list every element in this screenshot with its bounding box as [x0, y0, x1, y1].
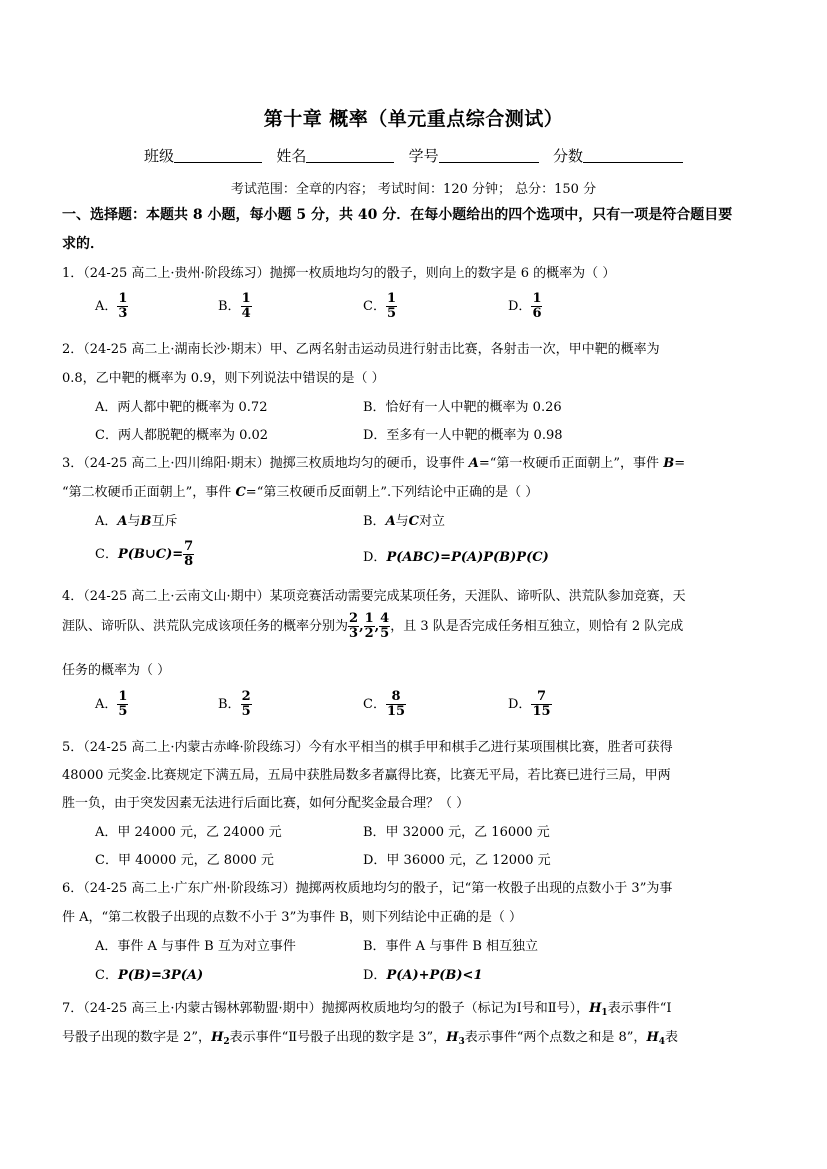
option-label: A． — [95, 514, 118, 529]
name-blank[interactable] — [306, 148, 394, 163]
numerator: 2 — [241, 689, 251, 704]
fraction — [531, 292, 542, 321]
q4-option-a[interactable] — [95, 690, 128, 719]
option-label: B． — [218, 697, 241, 712]
q3-option-d[interactable] — [363, 546, 549, 565]
q4-stem-line1: 4．（24-25 高二上·云南文山·期中）某项竞赛活动需要完成某项任务，天涯队、谛听队、洪荒队参加竞赛，天 — [62, 589, 686, 604]
math: A — [117, 514, 128, 529]
event-a: A — [468, 456, 479, 471]
separator: , — [359, 619, 364, 634]
q3-stem-line2 — [62, 481, 538, 500]
q7-stem-line1 — [62, 997, 671, 1018]
class-blank[interactable] — [174, 148, 262, 163]
q2-stem-line2: 0.8，乙中靶的概率为 0.9，则下列说法中错误的是（ ） — [62, 371, 385, 386]
section-heading-line1: 一、选择题：本题共 8 小题，每小题 5 分，共 40 分．在每小题给出的四个选项中，只有一项是符合题目要 — [62, 207, 733, 223]
q1-option-a[interactable] — [95, 292, 128, 321]
numerator: 1 — [386, 291, 396, 306]
denominator: 15 — [532, 704, 551, 719]
q1-stem: 1．（24-25 高二上·贵州·阶段练习）抛掷一枚质地均匀的骰子，则向上的数字是 6 的概率为（ ） — [62, 266, 616, 281]
option-label: D． — [508, 299, 532, 314]
id-label: 学号 — [408, 147, 439, 165]
text: =“第三枚硬币反面朝上”.下列结论中正确的是（ ） — [245, 485, 539, 500]
q2-option-d[interactable]: D．至多有一人中靶的概率为 0.98 — [363, 428, 563, 443]
denominator: 5 — [118, 704, 128, 719]
text: = — [674, 456, 686, 471]
fraction — [117, 690, 128, 719]
q6-stem-line1: 6．（24-25 高二上·广东广州·阶段练习）抛掷两枚质地均匀的骰子，记“第一枚骰子出现的点数小于 3”为事 — [62, 881, 673, 896]
math: P(A)+P(B)<1 — [386, 968, 483, 983]
text: “第二枚硬币正面朝上”，事件 — [62, 485, 236, 500]
subscript: 3 — [458, 1037, 465, 1047]
q6-option-c[interactable] — [95, 964, 203, 983]
denominator: 2 — [364, 626, 374, 641]
event-c: C — [235, 485, 246, 500]
subscript: 2 — [223, 1037, 230, 1047]
q5-stem-line2: 48000 元奖金.比赛规定下满五局，五局中获胜局数多者赢得比赛，比赛无平局，若比赛已进行三局，甲两 — [62, 768, 671, 783]
name-label: 姓名 — [276, 147, 307, 165]
page-title: 第十章 概率（单元重点综合测试） — [263, 108, 564, 130]
math: P(ABC)=P(A)P(B)P(C) — [386, 550, 549, 565]
section-heading-line2: 求的． — [62, 236, 104, 252]
q5-option-b[interactable]: B．甲 32000 元，乙 16000 元 — [363, 825, 550, 840]
q4-stem-line2 — [62, 612, 683, 641]
text: 涯队、谛听队、洪荒队完成该项任务的概率分别为 — [62, 619, 349, 634]
fraction — [241, 292, 252, 321]
student-info-row — [0, 145, 827, 166]
denominator: 5 — [241, 704, 251, 719]
text: 表 — [665, 1030, 679, 1045]
q5-stem-line1: 5．（24-25 高二上·内蒙古赤峰·阶段练习）今有水平相当的棋手甲和棋手乙进行某项围棋比赛，胜者可获得 — [62, 740, 673, 755]
q6-option-d[interactable] — [363, 964, 483, 983]
option-label: C． — [95, 968, 118, 983]
numerator: 7 — [184, 539, 194, 554]
option-label: C． — [95, 547, 118, 562]
q5-option-a[interactable]: A．甲 24000 元，乙 24000 元 — [95, 825, 282, 840]
event-h: H — [646, 1030, 659, 1045]
text: ，且 3 队是否完成任务相互独立，则恰有 2 队完成 — [390, 619, 684, 634]
numerator: 1 — [241, 291, 251, 306]
option-label: C． — [363, 299, 386, 314]
denominator: 3 — [349, 626, 359, 641]
q5-option-c[interactable]: C．甲 40000 元，乙 8000 元 — [95, 853, 274, 868]
numerator: 1 — [364, 611, 374, 626]
q3-stem-line1 — [62, 452, 685, 471]
denominator: 15 — [386, 704, 406, 719]
q4-option-b[interactable] — [218, 690, 252, 719]
q2-option-c[interactable]: C．两人都脱靶的概率为 0.02 — [95, 428, 269, 443]
score-blank[interactable] — [583, 148, 683, 163]
event-h: H — [446, 1030, 459, 1045]
fraction — [379, 612, 390, 641]
q5-stem-line3: 胜一负，由于突发因素无法进行后面比赛，如何分配奖金最合理？（ ） — [62, 796, 470, 811]
text: 3．（24-25 高二上·四川绵阳·期末）抛掷三枚质地均匀的硬币，设事件 — [62, 456, 469, 471]
numerator: 1 — [532, 291, 542, 306]
fraction — [241, 690, 252, 719]
option-label: A． — [95, 299, 118, 314]
denominator: 8 — [184, 554, 194, 569]
q6-option-a[interactable]: A．事件 A 与事件 B 互为对立事件 — [95, 939, 296, 954]
text: =“第一枚硬币正面朝上”，事件 — [478, 456, 664, 471]
text: 与 — [127, 514, 141, 529]
q3-option-c[interactable] — [95, 540, 194, 569]
q1-option-d[interactable] — [508, 292, 542, 321]
q2-option-a[interactable]: A．两人都中靶的概率为 0.72 — [95, 400, 268, 415]
numerator: 1 — [118, 689, 128, 704]
denominator: 3 — [118, 306, 128, 321]
numerator: 8 — [386, 690, 406, 705]
text: 表示事件“Ⅱ号骰子出现的数字是 3”， — [229, 1030, 447, 1045]
score-label: 分数 — [552, 147, 583, 165]
math: P(B)=3P(A) — [117, 968, 204, 983]
fraction — [386, 690, 406, 719]
q4-option-c[interactable] — [363, 690, 406, 719]
q5-option-d[interactable]: D．甲 36000 元，乙 12000 元 — [363, 853, 551, 868]
numerator: 7 — [531, 690, 551, 705]
q3-option-b[interactable] — [363, 510, 445, 529]
denominator: 5 — [386, 306, 396, 321]
denominator: 4 — [241, 306, 251, 321]
separator: , — [374, 619, 380, 634]
text: 与 — [395, 514, 409, 529]
q6-option-b[interactable]: B．事件 A 与事件 B 相互独立 — [363, 939, 539, 954]
text: 表示事件“Ⅰ — [607, 1001, 672, 1016]
option-label: D． — [508, 697, 532, 712]
class-label: 班级 — [144, 147, 175, 165]
math: P(B∪C)= — [117, 547, 184, 562]
fraction — [117, 292, 128, 321]
fraction — [386, 292, 397, 321]
exam-meta: 考试范围：全章的内容； 考试时间：120 分钟； 总分：150 分 — [230, 182, 597, 197]
q2-stem-line1: 2．（24-25 高二上·湖南长沙·期末）甲、乙两名射击运动员进行射击比赛，各射击一次，甲中靶的概率为 — [62, 342, 660, 357]
numerator: 2 — [349, 611, 359, 626]
text: 对立 — [419, 514, 446, 529]
text: 号骰子出现的数字是 2”， — [62, 1030, 212, 1045]
q3-option-a[interactable] — [95, 510, 178, 529]
option-label: B． — [218, 299, 241, 314]
subscript: 4 — [658, 1037, 665, 1047]
q6-stem-line2: 件 A，“第二枚骰子出现的点数不小于 3”为事件 B，则下列结论中正确的是（ ） — [62, 910, 523, 925]
fraction — [531, 690, 551, 719]
subscript: 1 — [601, 1008, 608, 1018]
q2-option-b[interactable]: B．恰好有一人中靶的概率为 0.26 — [363, 400, 562, 415]
q4-stem-line3: 任务的概率为（ ） — [62, 663, 171, 678]
math: B — [140, 514, 152, 529]
denominator: 5 — [380, 626, 390, 641]
option-label: B． — [363, 514, 386, 529]
event-h: H — [211, 1030, 224, 1045]
text: 表示事件“两个点数之和是 8”， — [464, 1030, 647, 1045]
math: C — [408, 514, 420, 529]
fraction — [183, 540, 194, 569]
event-h: H — [589, 1001, 602, 1016]
text: 7．（24-25 高三上·内蒙古锡林郭勒盟·期中）抛掷两枚质地均匀的骰子（标记为Ⅰ号和Ⅱ号）， — [62, 1001, 590, 1016]
math: A — [385, 514, 396, 529]
q4-option-d[interactable] — [508, 690, 552, 719]
option-label: A． — [95, 697, 118, 712]
option-label: D． — [363, 550, 387, 565]
numerator: 1 — [118, 291, 128, 306]
numerator: 4 — [380, 611, 390, 626]
fraction — [348, 612, 359, 641]
q1-option-b[interactable] — [218, 292, 252, 321]
denominator: 6 — [532, 306, 542, 321]
option-label: C． — [363, 697, 386, 712]
id-blank[interactable] — [439, 148, 539, 163]
q7-stem-line2 — [62, 1026, 678, 1047]
text: 互斥 — [151, 514, 178, 529]
q1-option-c[interactable] — [363, 292, 397, 321]
fraction — [364, 612, 375, 641]
event-b: B — [663, 456, 675, 471]
option-label: D． — [363, 968, 387, 983]
